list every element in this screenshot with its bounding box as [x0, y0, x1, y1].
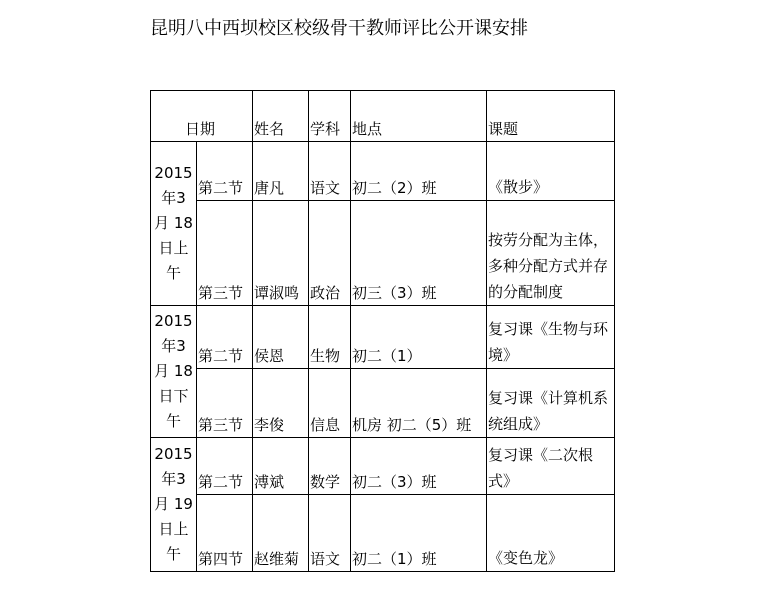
name-cell: 李俊 — [253, 369, 309, 438]
name-cell: 侯恩 — [253, 306, 309, 369]
subject-cell: 语文 — [309, 495, 351, 572]
schedule-table — [150, 90, 615, 572]
topic-cell: 按劳分配为主体，多种分配方式并存的分配制度 — [487, 201, 615, 306]
name-cell: 赵维菊 — [253, 495, 309, 572]
date-cell: 2015 年3 月 18 日下 午 — [151, 306, 197, 438]
table-row — [151, 369, 615, 438]
subject-cell: 语文 — [309, 142, 351, 201]
table-row — [151, 306, 615, 369]
name-cell: 唐凡 — [253, 142, 309, 201]
header-name: 姓名 — [253, 91, 309, 142]
document-title: 昆明八中西坝校区校级骨干教师评比公开课安排 — [150, 18, 528, 39]
name-cell: 谭淑鸣 — [253, 201, 309, 306]
period-cell: 第二节 — [197, 306, 253, 369]
table-row — [151, 142, 615, 201]
location-cell: 初二（3）班 — [351, 438, 487, 495]
period-cell: 第三节 — [197, 369, 253, 438]
name-cell: 溥斌 — [253, 438, 309, 495]
topic-cell: 复习课《计算机系统组成》 — [487, 369, 615, 438]
period-cell: 第四节 — [197, 495, 253, 572]
subject-cell: 政治 — [309, 201, 351, 306]
header-topic: 课题 — [487, 91, 615, 142]
location-cell: 初二（2）班 — [351, 142, 487, 201]
subject-cell: 数学 — [309, 438, 351, 495]
location-cell: 初三（3）班 — [351, 201, 487, 306]
period-cell: 第三节 — [197, 201, 253, 306]
table-row — [151, 495, 615, 572]
topic-cell: 《变色龙》 — [487, 495, 615, 572]
date-cell: 2015 年3 月 18 日上 午 — [151, 142, 197, 306]
location-cell: 机房 初二（5）班 — [351, 369, 487, 438]
date-cell: 2015 年3 月 19 日上 午 — [151, 438, 197, 572]
location-cell: 初二（1）班 — [351, 495, 487, 572]
topic-cell: 复习课《二次根式》 — [487, 438, 615, 495]
topic-cell: 复习课《生物与环境》 — [487, 306, 615, 369]
table-header-row — [151, 91, 615, 142]
period-cell: 第二节 — [197, 142, 253, 201]
header-subject: 学科 — [309, 91, 351, 142]
table-row — [151, 201, 615, 306]
header-location: 地点 — [351, 91, 487, 142]
period-cell: 第二节 — [197, 438, 253, 495]
location-cell: 初二（1） — [351, 306, 487, 369]
table-row — [151, 438, 615, 495]
subject-cell: 生物 — [309, 306, 351, 369]
topic-cell: 《散步》 — [487, 142, 615, 201]
subject-cell: 信息 — [309, 369, 351, 438]
header-date: 日期 — [151, 91, 253, 142]
